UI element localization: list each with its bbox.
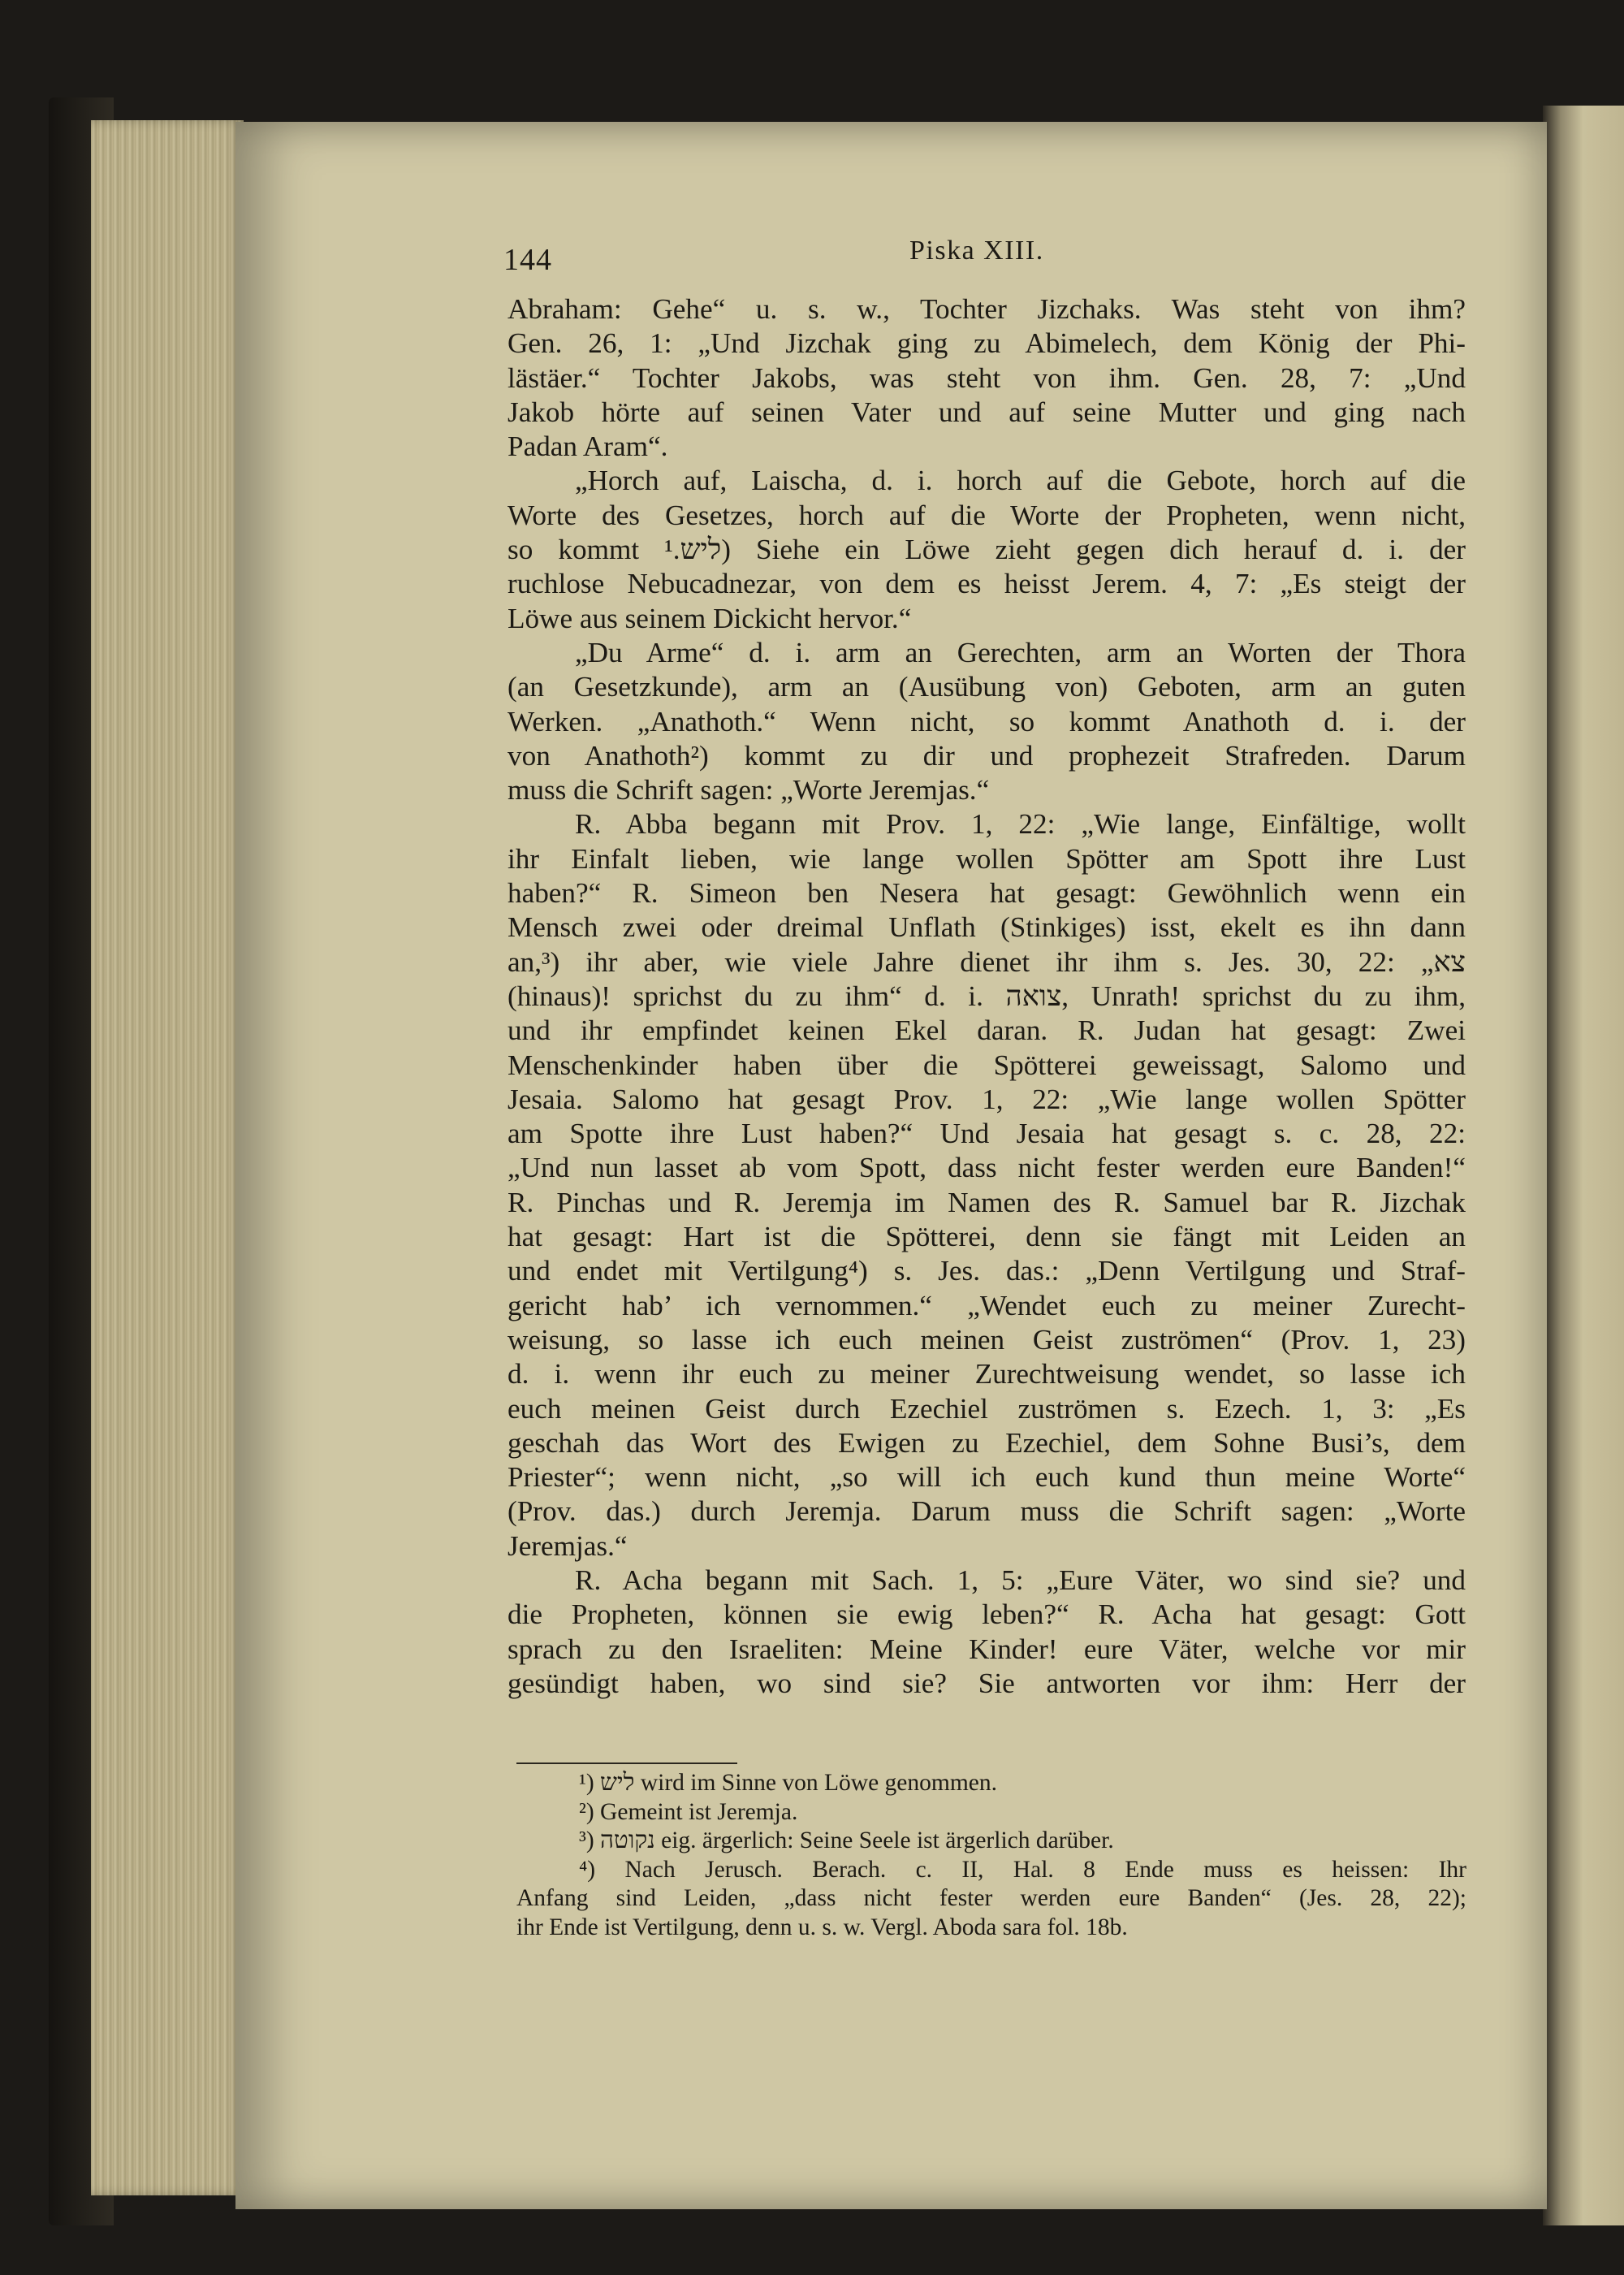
text-line: Abraham: Gehe“ u. s. w., Tochter Jizchaks. Was steht von ihm? <box>508 293 1466 325</box>
footnote: ¹) ליש wird im Sinne von Löwe genommen. <box>579 1770 998 1796</box>
text-line: Menschenkinder haben über die Spötterei geweissagt, Salomo und <box>508 1049 1466 1081</box>
text-line: und endet mit Vertilgung⁴) s. Jes. das.: „Denn Vertilgung und Straf- <box>508 1255 1466 1287</box>
text-line: weisung, so lasse ich euch meinen Geist zuströmen“ (Prov. 1, 23) <box>508 1323 1466 1356</box>
text-line: „Horch auf, Laischa, d. i. horch auf die Gebote, horch auf die <box>575 465 1466 497</box>
text-line: Worte des Gesetzes, horch auf die Worte der Propheten, wenn nicht, <box>508 499 1466 531</box>
text-line: euch meinen Geist durch Ezechiel zuströmen s. Ezech. 1, 3: „Es <box>508 1392 1466 1425</box>
text-line: „Und nun lasset ab vom Spott, dass nicht fester werden eure Banden!“ <box>508 1152 1466 1184</box>
text-line: Padan Aram“. <box>508 430 668 463</box>
text-line: (an Gesetzkunde), arm an (Ausübung von) Geboten, arm an guten <box>508 671 1466 703</box>
footnote: ⁴) Nach Jerusch. Berach. c. II, Hal. 8 Ende muss es heissen: Ihr <box>579 1856 1466 1883</box>
text-line: Priester“; wenn nicht, „so will ich euch kund thun meine Worte“ <box>508 1461 1466 1494</box>
footnote-continuation: Anfang sind Leiden, „dass nicht fester werden eure Banden“ (Jes. 28, 22); <box>516 1885 1466 1911</box>
footnotes <box>516 1769 1466 1942</box>
text-line: (Prov. das.) durch Jeremja. Darum muss die Schrift sagen: „Worte <box>508 1495 1466 1528</box>
text-line: ruchlose Nebucadnezar, von dem es heisst Jerem. 4, 7: „Es steigt der <box>508 568 1466 600</box>
page-fore-edge <box>91 120 244 2195</box>
body-text <box>508 292 1466 1701</box>
page-number: 144 <box>503 243 552 277</box>
text-line: geschah das Wort des Ewigen zu Ezechiel, dem Sohne Busi’s, dem <box>508 1426 1466 1459</box>
text-line: gesündigt haben, wo sind sie? Sie antworten vor ihm: Herr der <box>508 1667 1466 1699</box>
text-line: muss die Schrift sagen: „Worte Jeremjas.“ <box>508 774 990 807</box>
text-line: (hinaus)! sprichst du zu ihm“ d. i. צואה, Unrath! sprichst du zu ihm, <box>508 980 1466 1012</box>
text-line: „Du Arme“ d. i. arm an Gerechten, arm an Worten der Thora <box>575 636 1466 668</box>
text-line: R. Abba begann mit Prov. 1, 22: „Wie lange, Einfältige, wollt <box>575 808 1466 841</box>
footnote-continuation: ihr Ende ist Vertilgung, denn u. s. w. Vergl. Aboda sara fol. 18b. <box>516 1914 1128 1940</box>
text-line: Mensch zwei oder dreimal Unflath (Stinkiges) isst, ekelt es ihn dann <box>508 911 1466 944</box>
text-line: am Spotte ihre Lust haben?“ Und Jesaia hat gesagt s. c. 28, 22: <box>508 1118 1466 1150</box>
text-line: R. Acha begann mit Sach. 1, 5: „Eure Väter, wo sind sie? und <box>575 1564 1466 1596</box>
text-line: R. Pinchas und R. Jeremja im Namen des R. Samuel bar R. Jizchak <box>508 1186 1466 1218</box>
footnote-divider <box>516 1762 737 1764</box>
footnote: ²) Gemeint ist Jeremja. <box>579 1798 798 1825</box>
text-line: hat gesagt: Hart ist die Spötterei, denn sie fängt mit Leiden an <box>508 1221 1466 1253</box>
text-line: lästäer.“ Tochter Jakobs, was steht von ihm. Gen. 28, 7: „Und <box>508 361 1466 394</box>
text-line: d. i. wenn ihr euch zu meiner Zurechtweisung wendet, so lasse ich <box>508 1358 1466 1391</box>
text-line: Gen. 26, 1: „Und Jizchak ging zu Abimelech, dem König der Phi- <box>508 327 1466 360</box>
text-line: Jesaia. Salomo hat gesagt Prov. 1, 22: „Wie lange wollen Spötter <box>508 1083 1466 1115</box>
text-line: und ihr empfindet keinen Ekel daran. R. Judan hat gesagt: Zwei <box>508 1014 1466 1047</box>
footnote: ³) נקוטה eig. ärgerlich: Seine Seele ist ärgerlich darüber. <box>579 1827 1114 1853</box>
text-line: Löwe aus seinem Dickicht hervor.“ <box>508 602 912 634</box>
text-line: sprach zu den Israeliten: Meine Kinder! eure Väter, welche vor mir <box>508 1633 1466 1665</box>
text-line: Jeremjas.“ <box>508 1529 628 1562</box>
text-line: Werken. „Anathoth.“ Wenn nicht, so kommt Anathoth d. i. der <box>508 705 1466 737</box>
text-line: an,³) ihr aber, wie viele Jahre dienet ihr ihm s. Jes. 30, 22: „צא <box>508 945 1466 978</box>
page-header <box>503 236 1478 284</box>
text-line: haben?“ R. Simeon ben Nesera hat gesagt: Gewöhnlich wenn ein <box>508 877 1466 910</box>
facing-page-edge <box>1543 106 1624 2225</box>
text-line: so kommt ליש.¹) Siehe ein Löwe zieht gegen dich herauf d. i. der <box>508 534 1466 566</box>
running-head: Piska XIII. <box>909 236 1044 266</box>
text-line: gericht hab’ ich vernommen.“ „Wendet euch zu meiner Zurecht- <box>508 1289 1466 1321</box>
text-line: Jakob hörte auf seinen Vater und auf seine Mutter und ging nach <box>508 396 1466 428</box>
text-line: von Anathoth²) kommt zu dir und prophezeit Strafreden. Darum <box>508 739 1466 772</box>
text-line: die Propheten, können sie ewig leben?“ R. Acha hat gesagt: Gott <box>508 1598 1466 1631</box>
text-line: ihr Einfalt lieben, wie lange wollen Spötter am Spott ihre Lust <box>508 842 1466 875</box>
